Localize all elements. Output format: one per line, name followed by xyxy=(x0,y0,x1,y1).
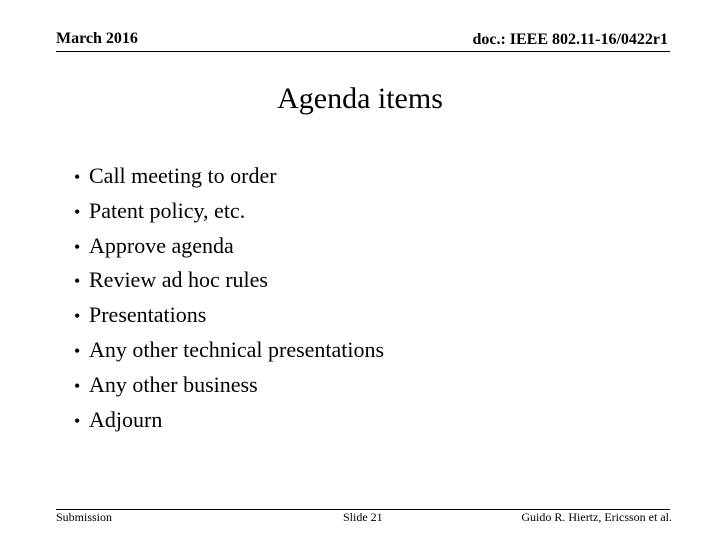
bullet-icon: • xyxy=(74,167,81,187)
agenda-item xyxy=(74,194,384,229)
agenda-item-text: Call meeting to order xyxy=(89,163,277,188)
agenda-item xyxy=(74,263,384,298)
agenda-item xyxy=(74,298,384,333)
footer-submission: Submission xyxy=(56,510,113,524)
agenda-item-text: Adjourn xyxy=(89,406,163,432)
agenda-item-text: Any other technical presentations xyxy=(89,336,385,362)
bullet-icon: • xyxy=(74,340,81,361)
header-divider xyxy=(56,51,670,52)
bullet-icon: • xyxy=(74,271,81,292)
agenda-item-text: Any other business xyxy=(89,371,258,397)
agenda-item xyxy=(74,159,384,194)
footer-authors: Guido R. Hiertz, Ericsson et al. xyxy=(521,510,672,524)
bullet-icon: • xyxy=(74,410,81,431)
agenda-item-text: Review ad hoc rules xyxy=(89,267,268,293)
header-date: March 2016 xyxy=(56,30,138,47)
footer-slide-number: Slide 21 xyxy=(343,510,383,524)
agenda-item-text: Presentations xyxy=(89,302,207,328)
agenda-item xyxy=(74,368,384,403)
slide-title: Agenda items xyxy=(277,82,443,115)
bullet-icon: • xyxy=(74,201,81,222)
agenda-item xyxy=(74,403,384,438)
bullet-icon: • xyxy=(74,236,81,257)
agenda-list xyxy=(74,159,384,437)
header-doc-id: doc.: IEEE 802.11-16/0422r1 xyxy=(472,31,668,48)
agenda-item xyxy=(74,333,384,368)
agenda-item-text: Patent policy, etc. xyxy=(89,197,246,223)
agenda-item-text: Approve agenda xyxy=(89,232,234,258)
bullet-icon: • xyxy=(74,306,81,327)
bullet-icon: • xyxy=(74,375,81,396)
agenda-item xyxy=(74,229,384,264)
